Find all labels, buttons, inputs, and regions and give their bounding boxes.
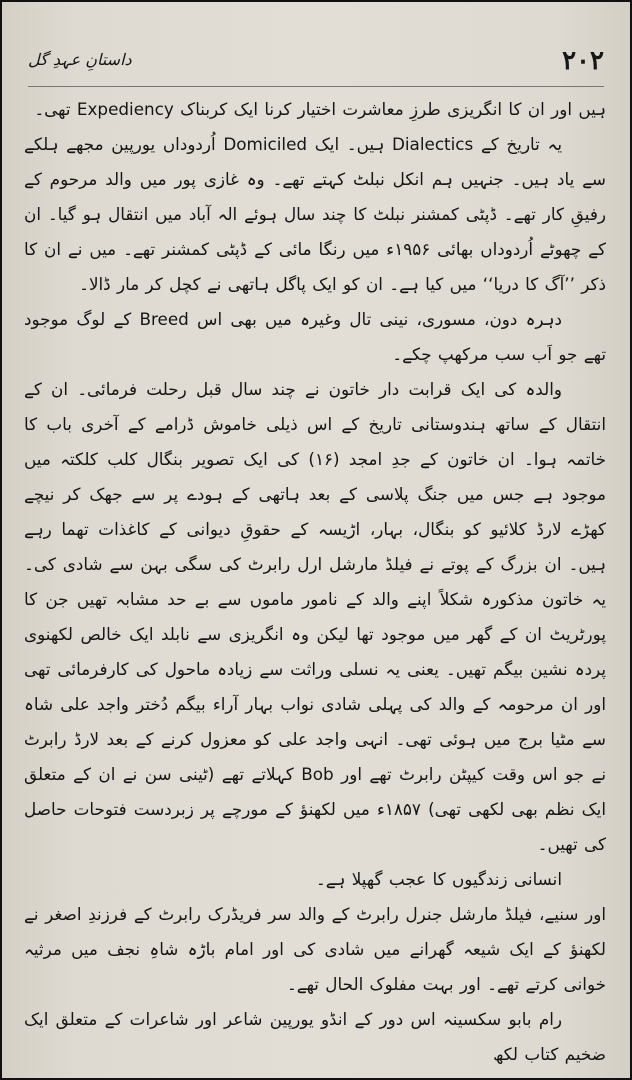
- paragraph: اور سنیے، فیلڈ مارشل جنرل رابرٹ کے والد سر فریڈرک رابرٹ کے فرزندِ اصغر نے لکھنؤ کے ایک شیعہ گھرانے میں شادی کی اور امام باڑہ شاہِ نجف میں مرثیہ خوانی کرتے تھے۔ اور بہت مفلوک الحال تھے۔: [24, 904, 606, 994]
- paragraph: ہیں اور ان کا انگریزی طرزِ معاشرت اختیار کرنا ایک کربناک Expediency تھی۔: [34, 99, 606, 119]
- paragraph: یہ تاریخ کے Dialectics ہیں۔ ایک Domiciled اُردوداں یورپین مجھے ہلکے سے یاد ہیں۔ جنہیں ہم انکل نبلٹ کہتے تھے۔ وہ غازی پور میں والد مرحوم کے رفیقِ کار تھے۔ ڈپٹی کمشنر نبلٹ کا چند سال ہوئے الہ آباد میں انتقال ہو گیا۔ ان کے چھوٹے اُردوداں بھائی ۱۹۵۶ء میں رنگا مائی کے ڈپٹی کمشنر تھے۔ میں نے ان کا ذکر ’’آگ کا دریا‘‘ میں کیا ہے۔ ان کو ایک پاگل ہاتھی نے کچل کر مار ڈالا۔: [24, 134, 606, 294]
- running-title: داستانِ عہدِ گل: [28, 50, 132, 69]
- paragraph: والدہ کی ایک قرابت دار خاتون نے چند سال قبل رحلت فرمائی۔ ان کے انتقال کے ساتھ ہندوستانی تاریخ کے اس ذیلی خاموش ڈرامے کے آخری باب کا خاتمہ ہوا۔ ان خاتون کے جدِ امجد (۱۶) کی ایک تصویر بنگال کلب کلکتہ میں موجود ہے جس میں جنگ پلاسی کے بعد ہاتھی کے ہودے پر سے جھک کر نیچے کھڑے لارڈ کلائیو کو بنگال، بہار، اڑیسہ کے حقوقِ دیوانی کے کاغذات تھما رہے ہیں۔ ان بزرگ کے پوتے نے فیلڈ مارشل ارل رابرٹ کی سگی بہن سے شادی کی۔ یہ خاتون مذکورہ شکلاً اپنے والد کے نامور ماموں سے بے حد مشابہ تھیں جن کا پورٹریٹ ان کے گھر میں موجود تھا لیکن وہ انگریزی سے نابلد ایک خالص لکھنوی پردہ نشین بیگم تھیں۔ یعنی یہ نسلی وراثت سے زیادہ ماحول کی کارفرمائی تھی اور ان مرحومہ کے والد کی پہلی شادی نواب بہار آراء بیگم دُختر واجد علی شاہ سے مٹیا برج میں ہوئی تھی۔ انہی واجد علی کو معزول کرنے کے بعد لارڈ رابرٹ نے جو اس وقت کیپٹن رابرٹ تھے اور Bob کہلاتے تھے (ٹینی سن نے ان کے متعلق ایک نظم بھی لکھی تھی) ۱۸۵۷ء میں لکھنؤ کے مورچے پر زبردست فتوحات حاصل کی تھیں۔: [24, 379, 607, 854]
- body-text: [24, 92, 606, 1072]
- page-number: ۲۰۲: [562, 46, 604, 76]
- paragraph: رام بابو سکسینہ اس دور کے انڈو یورپین شاعر اور شاعرات کے متعلق ایک ضخیم کتاب لکھ: [24, 1009, 606, 1064]
- page-header: [28, 46, 604, 87]
- paragraph: انسانی زندگیوں کا عجب گھپلا ہے۔: [315, 869, 562, 889]
- paragraph: دہرہ دون، مسوری، نینی تال وغیرہ میں بھی اس Breed کے لوگ موجود تھے جو اَب سب مرکھپ چکے۔: [24, 309, 606, 364]
